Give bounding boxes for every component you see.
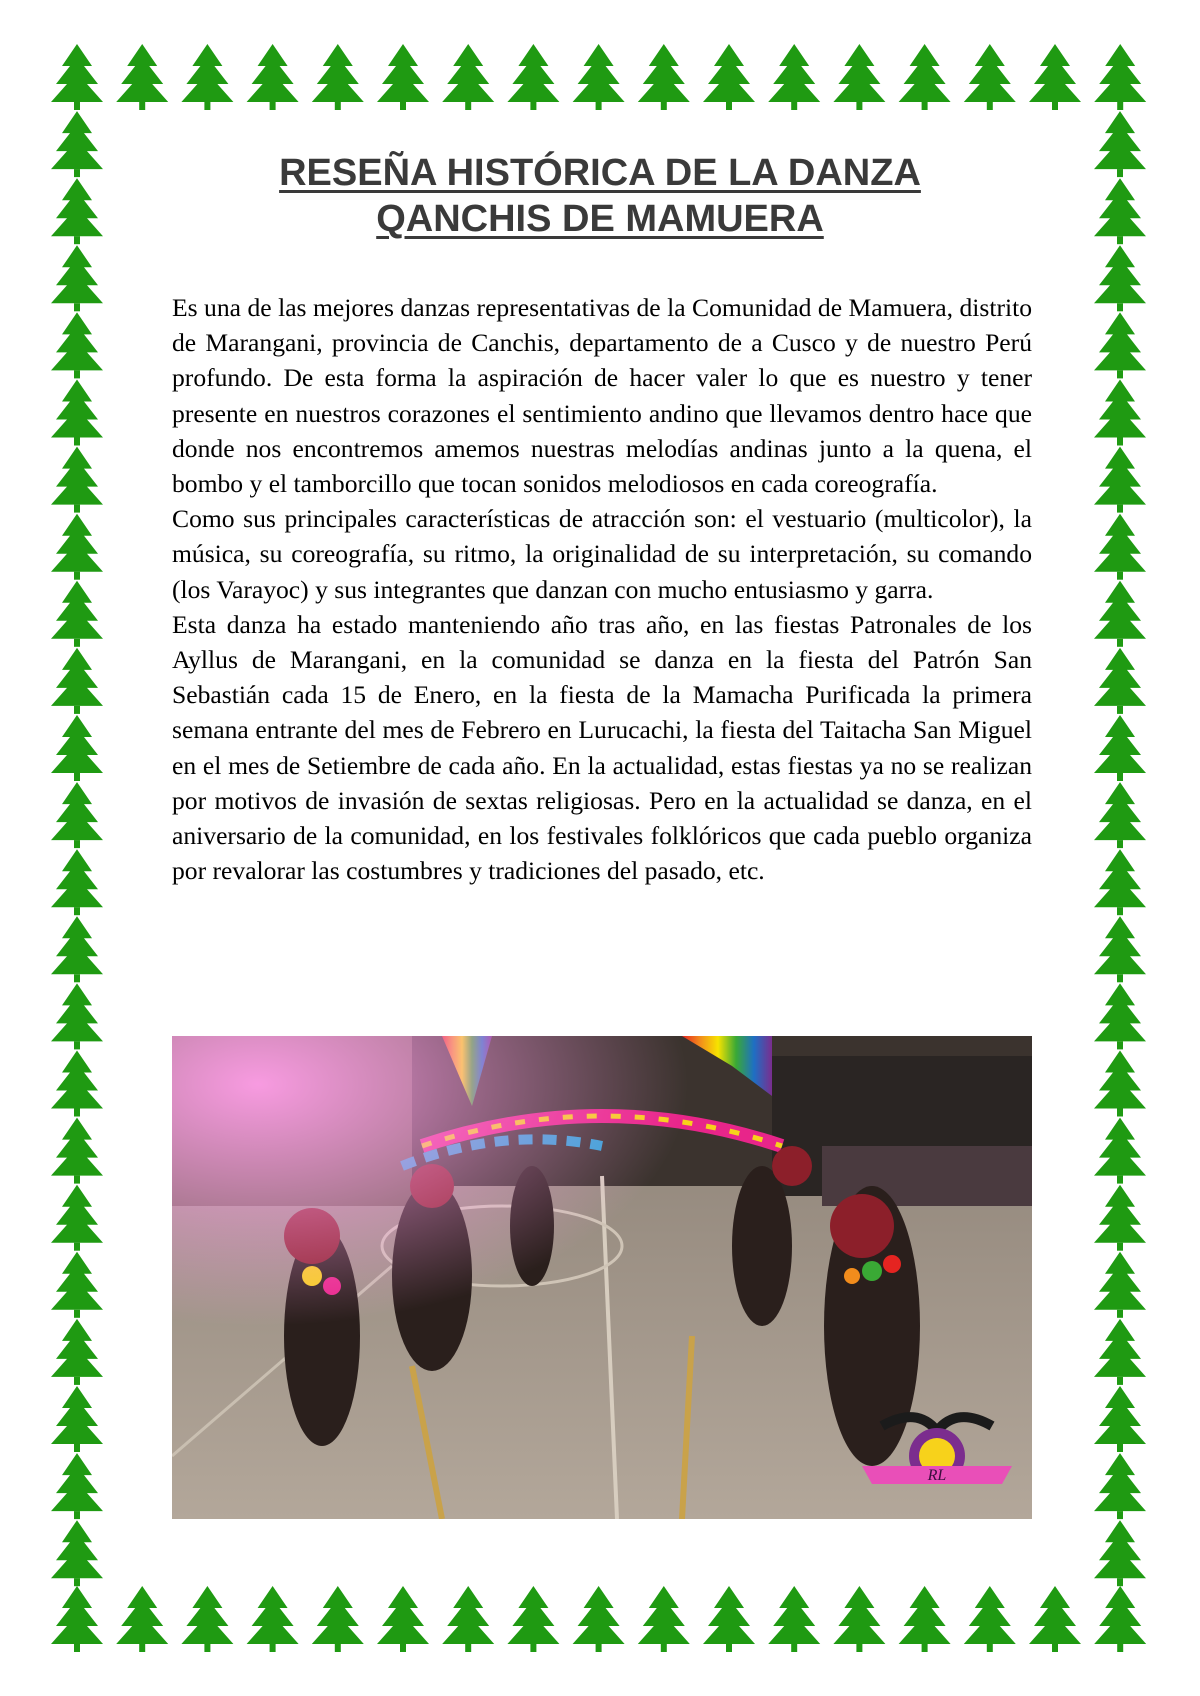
tree-icon bbox=[51, 380, 103, 446]
tree-icon bbox=[312, 44, 364, 110]
tree-icon bbox=[573, 44, 625, 110]
tree-icon bbox=[51, 715, 103, 781]
tree-icon bbox=[1094, 1051, 1146, 1117]
title-line-1: RESEÑA HISTÓRICA DE LA DANZA bbox=[279, 152, 921, 194]
tree-icon bbox=[1094, 447, 1146, 513]
tree-icon bbox=[1094, 782, 1146, 848]
tree-icon bbox=[442, 44, 494, 110]
tree-icon bbox=[1094, 648, 1146, 714]
tree-icon bbox=[1094, 1185, 1146, 1251]
tree-icon bbox=[1029, 1586, 1081, 1652]
tree-icon bbox=[51, 916, 103, 982]
tree-icon bbox=[51, 312, 103, 378]
tree-icon bbox=[964, 44, 1016, 110]
tree-icon bbox=[703, 44, 755, 110]
tree-icon bbox=[1094, 514, 1146, 580]
dance-photo bbox=[172, 1036, 1032, 1519]
tree-icon bbox=[507, 1586, 559, 1652]
tree-icon bbox=[51, 1453, 103, 1519]
tree-icon bbox=[51, 983, 103, 1049]
tree-icon bbox=[247, 1586, 299, 1652]
tree-icon bbox=[51, 782, 103, 848]
tree-icon bbox=[1094, 581, 1146, 647]
title-line-2: QANCHIS DE MAMUERA bbox=[376, 198, 824, 240]
tree-icon bbox=[312, 1586, 364, 1652]
paragraph-festivities: Esta danza ha estado manteniendo año tras año, en las fiestas Patronales de los Ayllus de Marangani, en la comunidad se danza en la fiesta del Patrón San Sebastián cada 15 de Enero, en la fiesta de la Mamacha Purificada la primera semana entrante del mes de Febrero en Lurucachi, la fiesta del Taitacha San Miguel en el mes de Setiembre de cada año. En la actualidad, estas fiestas ya no se realizan por motivos de invasión de sextas religiosas. Pero en la actualidad se danza, en el aniversario de la comunidad, en los festivales folklóricos que cada pueblo organiza por revalorar las costumbres y tradiciones del pasado, etc. bbox=[172, 609, 1032, 886]
tree-icon bbox=[51, 648, 103, 714]
tree-icon bbox=[51, 1319, 103, 1385]
tree-icon bbox=[638, 1586, 690, 1652]
paragraph-intro: Es una de las mejores danzas representativas de la Comunidad de Mamuera, distrito de Marangani, provincia de Canchis, departamento de a Cusco y de nuestro Perú profundo. De esta forma la aspiración de hacer valer lo que es nuestro y tener presente en nuestros corazones el sentimiento andino que llevamos dentro hace que donde nos encontremos amemos nuestras melodías andinas junto a la quena, el bombo y el tamborcillo que tocan sonidos melodiosos en cada coreografía. bbox=[172, 293, 1032, 499]
tree-icon bbox=[833, 44, 885, 110]
tree-icon bbox=[1094, 245, 1146, 311]
tree-icon bbox=[51, 44, 103, 110]
tree-icon bbox=[51, 178, 103, 244]
tree-icon bbox=[1094, 44, 1146, 110]
tree-icon bbox=[181, 44, 233, 110]
tree-icon bbox=[1094, 178, 1146, 244]
tree-icon bbox=[1094, 1453, 1146, 1519]
tree-icon bbox=[51, 1386, 103, 1452]
tree-icon bbox=[51, 447, 103, 513]
tree-icon bbox=[1094, 312, 1146, 378]
tree-icon bbox=[51, 1252, 103, 1318]
tree-icon bbox=[833, 1586, 885, 1652]
tree-icon bbox=[247, 44, 299, 110]
tree-icon bbox=[181, 1586, 233, 1652]
body-text bbox=[172, 290, 1032, 888]
tree-icon bbox=[768, 44, 820, 110]
tree-icon bbox=[507, 44, 559, 110]
tree-icon bbox=[51, 1051, 103, 1117]
tree-icon bbox=[1094, 1386, 1146, 1452]
tree-icon bbox=[51, 1185, 103, 1251]
tree-icon bbox=[116, 1586, 168, 1652]
tree-icon bbox=[768, 1586, 820, 1652]
tree-icon bbox=[377, 1586, 429, 1652]
tree-icon bbox=[51, 1118, 103, 1184]
tree-icon bbox=[1094, 1520, 1146, 1586]
tree-icon bbox=[377, 44, 429, 110]
tree-icon bbox=[899, 1586, 951, 1652]
tree-icon bbox=[899, 44, 951, 110]
tree-icon bbox=[1094, 916, 1146, 982]
tree-icon bbox=[51, 245, 103, 311]
tree-icon bbox=[51, 514, 103, 580]
tree-icon bbox=[116, 44, 168, 110]
tree-icon bbox=[1094, 1586, 1146, 1652]
tree-icon bbox=[703, 1586, 755, 1652]
tree-icon bbox=[51, 581, 103, 647]
tree-icon bbox=[442, 1586, 494, 1652]
tree-icon bbox=[51, 849, 103, 915]
tree-icon bbox=[1094, 849, 1146, 915]
tree-icon bbox=[1094, 715, 1146, 781]
page-title bbox=[170, 150, 1030, 242]
tree-icon bbox=[1094, 1319, 1146, 1385]
tree-icon bbox=[51, 111, 103, 177]
tree-icon bbox=[1094, 1118, 1146, 1184]
tree-icon bbox=[1094, 1252, 1146, 1318]
tree-icon bbox=[964, 1586, 1016, 1652]
tree-icon bbox=[51, 1520, 103, 1586]
logo-monogram: RL bbox=[927, 1467, 947, 1484]
paragraph-characteristics: Como sus principales características de atracción son: el vestuario (multicolor), la música, su coreografía, su ritmo, la originalidad de su interpretación, su comando (los Varayoc) y sus integrantes que danzan con mucho entusiasmo y garra. bbox=[172, 504, 1032, 604]
tree-icon bbox=[1094, 380, 1146, 446]
tree-icon bbox=[51, 1586, 103, 1652]
tree-icon bbox=[1029, 44, 1081, 110]
tree-icon bbox=[573, 1586, 625, 1652]
tree-icon bbox=[1094, 983, 1146, 1049]
tree-icon bbox=[638, 44, 690, 110]
tree-icon bbox=[1094, 111, 1146, 177]
